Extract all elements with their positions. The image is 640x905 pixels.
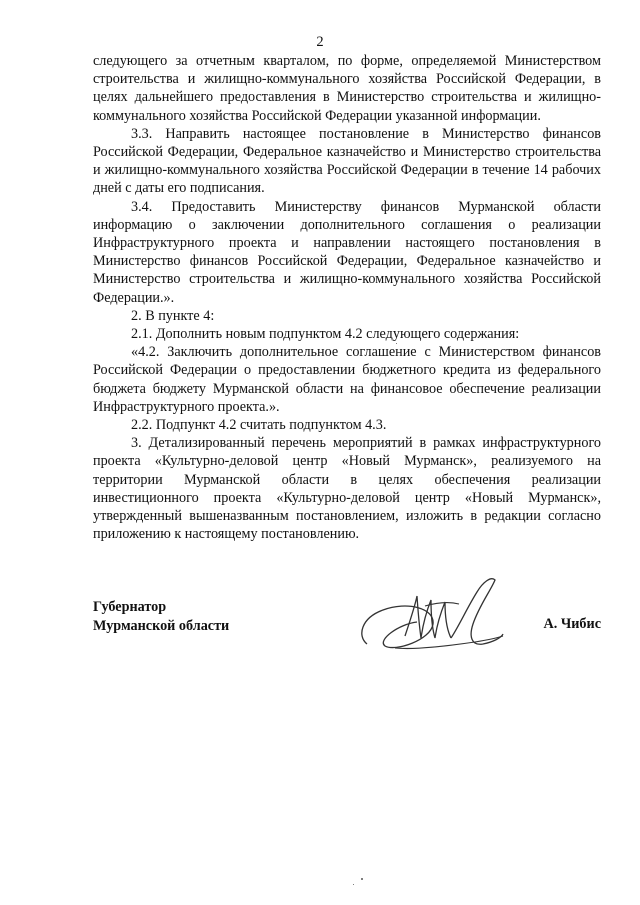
position-title-line2: Мурманской области xyxy=(93,617,230,634)
paragraph-continuation: следующего за отчетным кварталом, по форме, определяемой Министерством строительства и жилищно-коммунального хозяйства Российской Федерации, в целях дальнейшего предоставления в Министерство строительства и жилищно-коммунального хозяйства Российской Федерации указанной информации. xyxy=(93,53,601,124)
paragraph-2-2: 2.2. Подпункт 4.2 считать подпунктом 4.3. xyxy=(131,417,387,434)
signature-block xyxy=(93,598,601,678)
paragraph-quote-4-2: «4.2. Заключить дополнительное соглашение с Министерством финансов Российской Федерации о предоставлении бюджетного кредита из федерального бюджета бюджету Мурманской области на финансовое обеспечение реализации Инфраструктурного проекта.». xyxy=(93,344,601,415)
paragraph-3-3: 3.3. Направить настоящее постановление в Министерство финансов Российской Федерации, Федеральное казначейство и Министерство строительства и жилищно-коммунального хозяйства Российской Федерации в течение 14 рабочих дней с даты его подписания. xyxy=(93,125,601,197)
paragraph-2-1: 2.1. Дополнить новым подпунктом 4.2 следующего содержания: xyxy=(131,326,520,343)
handwritten-signature-icon xyxy=(355,566,505,676)
page-number: 2 xyxy=(316,34,324,50)
paragraph-3-4: 3.4. Предоставить Министерству финансов Мурманской области информацию о заключении дополнительного соглашения о реализации Инфраструктурного проекта и направлении настоящего постановления в Министерство финансов Российской Федерации, Федеральное казначейство и Министерство строительства и жилищно-коммунального хозяйства Российской Федерации.». xyxy=(93,198,601,306)
document-body xyxy=(93,52,601,543)
paragraph-2: 2. В пункте 4: xyxy=(131,307,215,324)
scan-speck xyxy=(361,878,363,880)
position-title-line1: Губернатор xyxy=(93,599,167,615)
scan-speck xyxy=(396,343,397,344)
paragraph-3: 3. Детализированный перечень мероприятий в рамках инфраструктурного проекта «Культурно-деловой центр «Новый Мурманск», реализуемого на территории Мурманской области в целях обеспечения реализации инвестиционного проекта «Культурно-деловой центр «Новый Мурманск», утвержденный вышеназванным постановлением, изложить в редакции согласно приложению к настоящему постановлению. xyxy=(93,435,601,543)
signer-name: А. Чибис xyxy=(543,616,601,632)
position-title xyxy=(93,598,229,635)
scan-speck xyxy=(353,884,354,885)
